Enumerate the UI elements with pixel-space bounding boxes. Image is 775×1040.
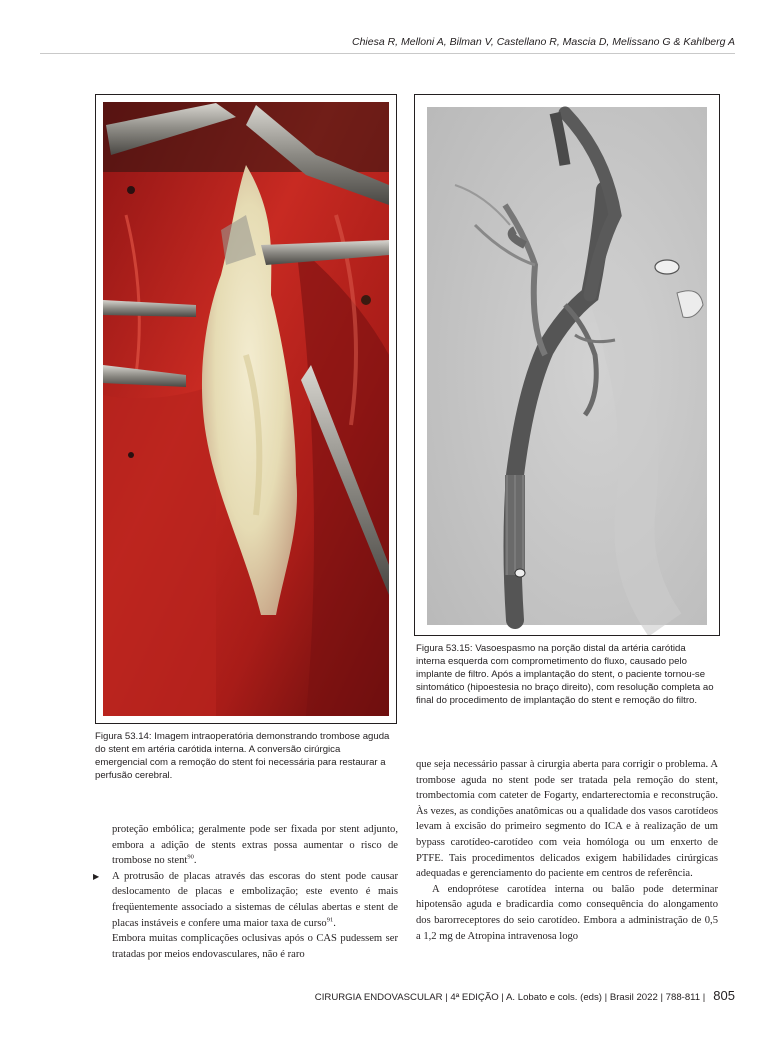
footer-citation: CIRURGIA ENDOVASCULAR | 4ª EDIÇÃO | A. Lobato e cols. (eds) | Brasil 2022 | 788-811 | xyxy=(314,992,706,1003)
paragraph: Embora muitas complicações oclusivas após o CAS pudessem ser tratadas por meios endovasculares, não é raro xyxy=(112,933,398,960)
bullet-arrow-icon: ▶ xyxy=(93,871,100,881)
reference-marker: 91 xyxy=(326,916,334,924)
paragraph: A endoprótese carotídea interna ou balão pode determinar hipotensão aguda e bradicardia como consequência do alongamento dos barorreceptores do seio carotídeo. Embora a administração de 0,5 a 1,2 mg de Atropina intravenosa logo xyxy=(416,883,718,942)
paragraph: que seja necessário passar à cirurgia aberta para corrigir o problema. A trombose aguda no stent pode ser tratada pela remoção do stent, trombectomia com cateter de Fogarty, endarterectomia e reconstrução. Às vezes, as condições anatômicas ou a qualidade dos vasos carotídeos levam à excisão do primeiro segmento do ICA e à realização de um bypass carotídeo-carotídeo com veia homóloga ou um enxerto de PTFE. Tais procedimentos delicados exigem habilidades cirúrgicas adequadas e gerenciamento do paciente em centros de referência. xyxy=(416,759,718,880)
page-footer xyxy=(315,988,735,1003)
angiography-image xyxy=(415,95,719,635)
bullet-text: A protrusão de placas através das escoras do stent pode causar deslocamento de placas e embolização; este evento é mais freqüentemente associado a sistemas de células abertas e stent de placas instáveis e confere uma maior taxa de curso xyxy=(112,870,398,929)
paragraph-end: . xyxy=(193,855,197,867)
figure-53-14-caption: Figura 53.14: Imagem intraoperatória demonstrando trombose aguda do stent em artéria carótida interna. A conversão cirúrgica emergencial com a remoção do stent foi necessária para restaurar a perfusão cerebral. xyxy=(95,731,390,781)
bullet-end: . xyxy=(333,917,336,929)
figure-53-15 xyxy=(414,94,720,636)
paragraph-text: proteção embólica; geralmente pode ser fixada por stent adjunto, embora a adição de stents extras possa aumentar o risco de trombose no stent xyxy=(112,824,398,867)
reference-marker: 90 xyxy=(187,853,194,861)
bullet-list-item xyxy=(93,869,398,931)
figure-53-14 xyxy=(95,94,397,724)
right-text-column xyxy=(416,757,718,944)
page-number: 805 xyxy=(713,988,735,1003)
figure-53-15-caption: Figura 53.15: Vasoespasmo na porção distal da artéria carótida interna esquerda com comprometimento do fluxo, causado pelo implante de filtro. Após a implantação do stent, o paciente tornou-se sintomático (hipoestesia no braço direito), com resolução completa ao final do procedimento de implantação do stent e remoção do filtro. xyxy=(416,643,714,706)
left-text-column xyxy=(93,822,398,962)
paragraph xyxy=(112,822,398,869)
intraoperative-photo xyxy=(96,95,396,723)
header-rule xyxy=(40,53,735,54)
running-header-authors: Chiesa R, Melloni A, Bilman V, Castellano R, Mascia D, Melissano G & Kahlberg A xyxy=(351,36,735,48)
